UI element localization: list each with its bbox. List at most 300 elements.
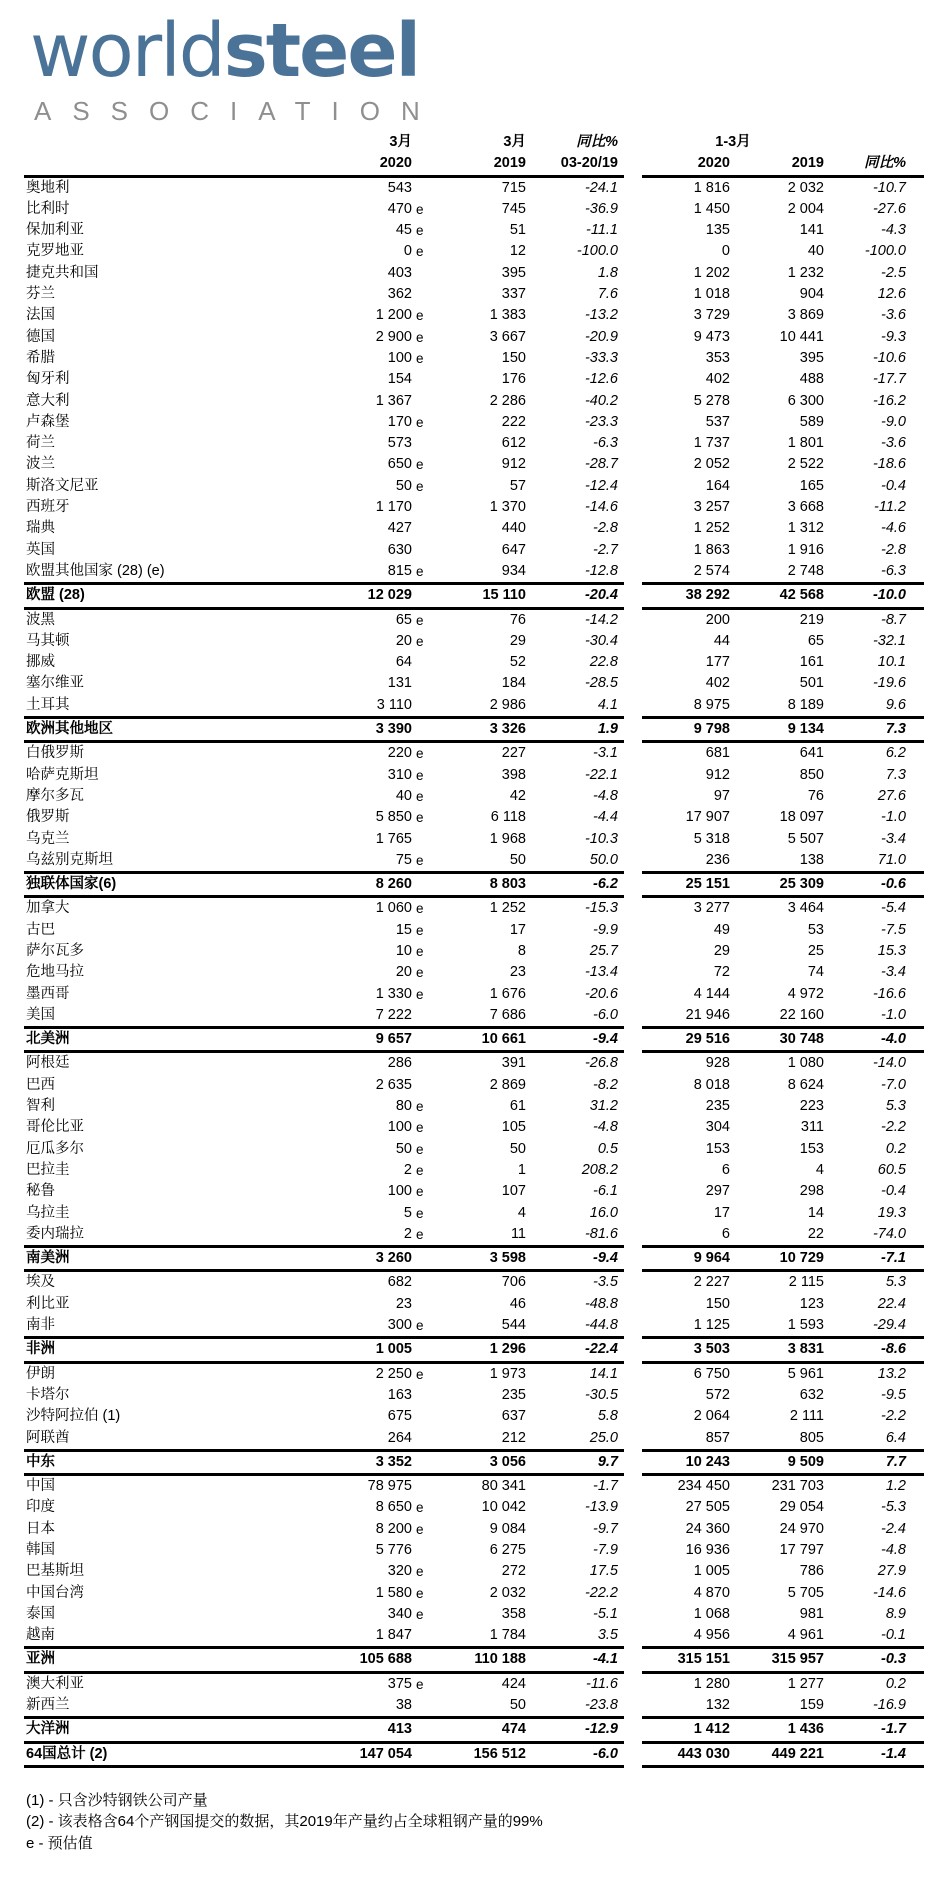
mar-2020-value: 10: [395, 942, 412, 959]
total-row: [24, 719, 924, 740]
ytd-2020-value: 1 816: [693, 179, 730, 196]
mar-yoy-pct: -23.8: [584, 1697, 618, 1714]
column-gap: [624, 850, 642, 871]
mar-2019-value: 8: [517, 942, 526, 959]
mar-2019-value: 46: [509, 1295, 526, 1312]
ytd-2020-value: 2 064: [693, 1408, 730, 1425]
mar-2020-value: 682: [387, 1274, 412, 1291]
mar-yoy-pct: -13.4: [584, 964, 618, 981]
header-blank: [24, 132, 340, 153]
table-row: [24, 1583, 924, 1604]
ytd-2020-value: 44: [713, 632, 730, 649]
ytd-2019-value: 53: [807, 921, 824, 938]
mar-2020-value: 100: [387, 1119, 412, 1136]
logo-wordmark: [30, 8, 950, 94]
ytd-2019-value: 1 916: [787, 541, 824, 558]
ytd-2019-value: 1 312: [787, 520, 824, 537]
country-name: 智利: [26, 1098, 55, 1115]
mar-2019-value: 391: [501, 1055, 526, 1072]
mar-yoy-pct: -12.4: [584, 477, 618, 494]
column-gap: [624, 1053, 642, 1074]
ytd-yoy-pct: 71.0: [877, 851, 906, 868]
mar-2019-value: 107: [501, 1183, 526, 1200]
mar-2020-value: 2 900: [375, 328, 412, 345]
ytd-2020-value: 912: [705, 766, 730, 783]
mar-2020-value: 5 850: [375, 809, 412, 826]
ytd-2020-value: 8 975: [693, 696, 730, 713]
ytd-2020-value: 1 280: [693, 1675, 730, 1692]
ytd-yoy-pct: -10.0: [872, 587, 906, 604]
ytd-yoy-pct: -3.4: [881, 830, 906, 847]
ytd-2020-value: 402: [705, 675, 730, 692]
country-name: 奥地利: [26, 179, 70, 196]
mar-yoy-pct: 25.7: [589, 942, 618, 959]
table-row: [24, 1385, 924, 1406]
mar-2019-value: 8 803: [489, 876, 526, 893]
mar-yoy-pct: 208.2: [581, 1161, 618, 1178]
mar-2020-value: 815: [387, 562, 412, 579]
column-gap: [624, 561, 642, 582]
ytd-yoy-pct: -1.4: [881, 1745, 906, 1762]
ytd-yoy-pct: -4.6: [881, 520, 906, 537]
column-gap: [624, 984, 642, 1005]
ytd-2020-value: 4 956: [693, 1627, 730, 1644]
table-row: [24, 1075, 924, 1096]
ytd-yoy-pct: -16.9: [872, 1697, 906, 1714]
estimate-flag: e: [416, 414, 424, 430]
column-gap: [624, 631, 642, 652]
mar-2020-value: 340: [387, 1605, 412, 1622]
ytd-2020-value: 17: [713, 1204, 730, 1221]
country-name: 利比亚: [26, 1295, 70, 1312]
country-name: 阿联酋: [26, 1429, 70, 1446]
rule-segment: [24, 1765, 624, 1768]
ytd-2020-value: 3 503: [693, 1341, 730, 1358]
mar-yoy-pct: 1.9: [597, 721, 618, 738]
mar-2020-value: 1 367: [375, 392, 412, 409]
ytd-2019-value: 2 115: [788, 1274, 824, 1291]
ytd-yoy-pct: -6.3: [881, 562, 906, 579]
mar-yoy-pct: -2.8: [593, 520, 618, 537]
mar-yoy-pct: -4.4: [593, 809, 618, 826]
ytd-2020-value: 29 516: [685, 1031, 730, 1048]
mar-yoy-pct: -20.4: [584, 587, 618, 604]
column-gap: [624, 1160, 642, 1181]
mar-2020-value: 1 005: [375, 1341, 412, 1358]
logo-word-bold: steel: [223, 8, 419, 94]
country-name: 阿根廷: [26, 1055, 70, 1072]
ytd-2020-value: 1 450: [693, 200, 730, 217]
header-gap: [624, 153, 642, 174]
column-gap: [624, 719, 642, 740]
mar-yoy-pct: 17.5: [589, 1563, 618, 1580]
estimate-flag: e: [416, 986, 424, 1002]
ytd-2019-value: 9 134: [787, 721, 824, 738]
table-row: [24, 1117, 924, 1138]
ytd-2020-value: 1 252: [693, 520, 730, 537]
ytd-yoy-pct: -14.0: [872, 1055, 906, 1072]
country-name: 乌拉圭: [26, 1204, 70, 1221]
ytd-2019-value: 449 221: [771, 1745, 824, 1762]
mar-2019-value: 10 042: [481, 1499, 526, 1516]
ytd-2020-value: 443 030: [677, 1745, 730, 1762]
country-name: 欧盟其他国家 (28) (e): [26, 562, 165, 579]
header-yoy: 同比%: [576, 134, 618, 150]
mar-yoy-pct: -7.9: [593, 1542, 618, 1558]
ytd-2020-value: 153: [705, 1140, 730, 1157]
mar-2019-value: 1 296: [489, 1341, 526, 1358]
ytd-yoy-pct: -1.0: [881, 809, 906, 826]
mar-2019-value: 2 286: [489, 392, 526, 409]
estimate-flag: e: [416, 1676, 424, 1692]
table-row: [24, 178, 924, 199]
column-gap: [624, 1224, 642, 1245]
ytd-2019-value: 5 961: [787, 1365, 824, 1382]
ytd-yoy-pct: -8.6: [881, 1341, 906, 1358]
ytd-2019-value: 1 593: [787, 1317, 824, 1334]
header-year-2020-left: 2020: [379, 155, 412, 172]
table-row: [24, 1096, 924, 1117]
ytd-yoy-pct: -4.3: [881, 222, 906, 239]
logo-word-light: world: [30, 8, 224, 94]
ytd-2019-value: 488: [799, 371, 824, 388]
mar-2020-value: 3 352: [375, 1453, 412, 1470]
mar-yoy-pct: -23.3: [584, 413, 618, 430]
column-gap: [624, 1719, 642, 1740]
ytd-2019-value: 5 507: [787, 830, 824, 847]
mar-2020-value: 403: [387, 264, 412, 281]
column-gap: [624, 178, 642, 199]
country-name: 克罗地亚: [26, 243, 84, 260]
country-name: 芬兰: [26, 286, 55, 303]
ytd-yoy-pct: 13.2: [877, 1365, 906, 1382]
ytd-2019-value: 3 464: [787, 900, 824, 917]
table-row: [24, 1272, 924, 1293]
column-gap: [624, 1604, 642, 1625]
mar-2020-value: 413: [387, 1721, 412, 1738]
country-name: 波黑: [26, 611, 55, 628]
column-gap: [624, 1406, 642, 1427]
column-gap: [624, 497, 642, 518]
table-row: [24, 1005, 924, 1026]
ytd-yoy-pct: -0.4: [881, 1183, 906, 1200]
ytd-2019-value: 22: [807, 1225, 824, 1242]
mar-yoy-pct: 3.5: [597, 1627, 618, 1644]
ytd-yoy-pct: -7.1: [881, 1250, 906, 1267]
total-row: [24, 1649, 924, 1670]
mar-2020-value: 630: [387, 541, 412, 558]
mar-2020-value: 427: [387, 520, 412, 537]
country-name: 危地马拉: [26, 964, 84, 981]
ytd-2019-value: 1 080: [787, 1055, 824, 1072]
column-gap: [624, 807, 642, 828]
country-name: 南非: [26, 1317, 55, 1334]
country-name: 北美洲: [26, 1031, 70, 1048]
ytd-2019-value: 2 004: [787, 200, 824, 217]
column-gap: [624, 454, 642, 475]
mar-2019-value: 156 512: [473, 1745, 526, 1762]
ytd-2019-value: 22 160: [779, 1006, 824, 1023]
column-gap: [624, 1096, 642, 1117]
column-gap: [624, 1248, 642, 1269]
country-name: 乌兹别克斯坦: [26, 851, 113, 868]
ytd-2019-value: 8 624: [787, 1076, 824, 1093]
table-row: [24, 1294, 924, 1315]
table-row: [24, 540, 924, 561]
footnote-estimate: e - 预估值: [26, 1834, 93, 1852]
mar-2020-value: 3 110: [376, 696, 412, 713]
mar-2020-value: 80: [395, 1098, 412, 1115]
table-header-row-2: [24, 153, 924, 174]
mar-2020-value: 320: [387, 1563, 412, 1580]
ytd-2020-value: 27 505: [685, 1499, 730, 1516]
country-name: 中国台湾: [26, 1584, 84, 1601]
table-row: [24, 743, 924, 764]
mar-2020-value: 170: [387, 413, 412, 430]
estimate-flag: [412, 540, 428, 561]
mar-2020-value: 20: [395, 964, 412, 981]
mar-yoy-pct: -28.5: [584, 675, 618, 692]
mar-yoy-pct: -20.9: [584, 328, 618, 345]
mar-2019-value: 3 598: [489, 1250, 526, 1267]
ytd-yoy-pct: 7.7: [885, 1453, 906, 1470]
ytd-2020-value: 49: [713, 921, 730, 938]
country-name: 希腊: [26, 349, 55, 366]
total-row: [24, 874, 924, 895]
estimate-flag: [412, 391, 428, 412]
column-gap: [624, 1649, 642, 1670]
country-name: 法国: [26, 307, 55, 324]
estimate-flag: e: [416, 922, 424, 938]
ytd-2019-value: 161: [799, 654, 824, 671]
mar-2019-value: 9 084: [489, 1520, 526, 1537]
mar-yoy-pct: 16.0: [589, 1204, 618, 1221]
column-gap: [624, 1294, 642, 1315]
ytd-2020-value: 8 018: [693, 1076, 730, 1093]
column-gap: [624, 540, 642, 561]
mar-2019-value: 647: [501, 541, 526, 558]
ytd-2019-value: 981: [799, 1605, 824, 1622]
estimate-flag: e: [416, 244, 424, 260]
ytd-yoy-pct: 19.3: [877, 1204, 906, 1221]
table-row: [24, 518, 924, 539]
mar-2020-value: 2: [403, 1161, 412, 1178]
mar-yoy-pct: 14.1: [589, 1365, 618, 1382]
estimate-flag: [412, 719, 428, 740]
mar-2019-value: 50: [509, 851, 526, 868]
ytd-2020-value: 16 936: [685, 1542, 730, 1558]
ytd-yoy-pct: -1.0: [881, 1006, 906, 1023]
mar-yoy-pct: -12.9: [584, 1721, 618, 1738]
mar-yoy-pct: -11.6: [586, 1675, 618, 1692]
table-row: [24, 1364, 924, 1385]
ytd-yoy-pct: -8.7: [881, 611, 906, 628]
mar-yoy-pct: -9.9: [593, 921, 618, 938]
column-gap: [624, 1561, 642, 1582]
mar-yoy-pct: -40.2: [584, 392, 618, 409]
mar-2019-value: 105: [501, 1119, 526, 1136]
ytd-2019-value: 123: [799, 1295, 824, 1312]
country-name: 比利时: [26, 200, 70, 217]
mar-2019-value: 110 188: [474, 1651, 526, 1668]
ytd-2019-value: 29 054: [779, 1499, 824, 1516]
column-gap: [624, 695, 642, 716]
ytd-yoy-pct: 8.9: [885, 1605, 906, 1622]
country-name: 白俄罗斯: [26, 745, 84, 762]
ytd-2019-value: 165: [799, 477, 824, 494]
mar-yoy-pct: -26.8: [584, 1055, 618, 1072]
total-row: [24, 1339, 924, 1360]
estimate-flag: e: [416, 746, 424, 762]
country-name: 荷兰: [26, 435, 55, 452]
mar-2020-value: 64: [395, 654, 412, 671]
ytd-2019-value: 138: [799, 851, 824, 868]
country-name: 大洋洲: [26, 1721, 70, 1738]
table-row: [24, 807, 924, 828]
mar-2019-value: 3 056: [489, 1453, 526, 1470]
ytd-2019-value: 42 568: [779, 587, 824, 604]
ytd-yoy-pct: 7.3: [885, 721, 906, 738]
mar-2019-value: 1 973: [489, 1365, 526, 1382]
estimate-flag: [412, 1695, 428, 1716]
estimate-flag: e: [416, 1564, 424, 1580]
mar-2020-value: 45: [395, 222, 412, 239]
mar-2020-value: 131: [387, 675, 412, 692]
total-row: [24, 585, 924, 606]
estimate-flag: [412, 1649, 428, 1670]
estimate-flag: e: [416, 1099, 424, 1115]
ytd-yoy-pct: 12.6: [877, 286, 906, 303]
mar-2019-value: 1 383: [489, 307, 526, 324]
ytd-yoy-pct: -5.3: [881, 1499, 906, 1516]
mar-2019-value: 706: [501, 1274, 526, 1291]
estimate-flag: e: [416, 1521, 424, 1537]
column-gap: [624, 1744, 642, 1765]
mar-yoy-pct: -6.3: [593, 435, 618, 452]
column-gap: [624, 1519, 642, 1540]
mar-yoy-pct: -6.2: [593, 876, 618, 893]
ytd-2019-value: 17 797: [779, 1542, 824, 1558]
column-gap: [624, 743, 642, 764]
mar-2019-value: 1 968: [489, 830, 526, 847]
mar-yoy-pct: -3.1: [593, 745, 618, 762]
mar-2019-value: 544: [501, 1317, 526, 1334]
mar-2020-value: 1 170: [375, 499, 412, 516]
ytd-2020-value: 1 125: [693, 1317, 730, 1334]
ytd-2020-value: 234 450: [677, 1478, 730, 1495]
column-gap: [624, 348, 642, 369]
ytd-2019-value: 2 522: [787, 456, 824, 473]
ytd-2019-value: 40: [807, 243, 824, 260]
mar-2019-value: 398: [501, 766, 526, 783]
column-gap: [624, 1452, 642, 1473]
estimate-flag: e: [416, 612, 424, 628]
ytd-2019-value: 632: [799, 1386, 824, 1403]
ytd-2020-value: 1 202: [693, 264, 730, 281]
total-row: [24, 1029, 924, 1050]
ytd-2020-value: 1 068: [693, 1605, 730, 1622]
ytd-yoy-pct: -17.7: [872, 371, 906, 388]
ytd-2020-value: 9 798: [693, 721, 730, 738]
ytd-yoy-pct: -1.7: [881, 1721, 906, 1738]
ytd-2019-value: 25: [807, 942, 824, 959]
mar-2019-value: 1: [517, 1161, 526, 1178]
column-gap: [624, 1625, 642, 1646]
ytd-2020-value: 857: [705, 1429, 730, 1446]
ytd-2019-value: 153: [799, 1140, 824, 1157]
table-row: [24, 1695, 924, 1716]
mar-yoy-pct: -48.8: [584, 1295, 618, 1312]
estimate-flag: e: [416, 943, 424, 959]
estimate-flag: e: [416, 1162, 424, 1178]
column-gap: [624, 585, 642, 606]
table-row: [24, 962, 924, 983]
ytd-2020-value: 2 574: [693, 562, 730, 579]
table-row: [24, 391, 924, 412]
footnotes: [26, 1790, 950, 1855]
ytd-yoy-pct: -27.6: [872, 200, 906, 217]
estimate-flag: e: [416, 457, 424, 473]
mar-2020-value: 7 222: [375, 1006, 412, 1023]
country-name: 斯洛文尼亚: [26, 477, 99, 494]
ytd-2019-value: 10 441: [779, 328, 824, 345]
ytd-yoy-pct: -7.0: [881, 1076, 906, 1093]
table-row: [24, 984, 924, 1005]
mar-2019-value: 51: [509, 222, 526, 239]
country-name: 挪威: [26, 654, 55, 671]
table-row: [24, 305, 924, 326]
mar-2020-value: 310: [387, 766, 412, 783]
mar-2020-value: 38: [395, 1697, 412, 1714]
ytd-2020-value: 1 005: [693, 1563, 730, 1580]
ytd-2019-value: 315 957: [771, 1651, 824, 1668]
mar-2019-value: 76: [509, 611, 526, 628]
table-row: [24, 765, 924, 786]
table-row: [24, 673, 924, 694]
country-name: 马其顿: [26, 632, 70, 649]
mar-yoy-pct: -30.4: [584, 632, 618, 649]
ytd-2019-value: 1 277: [787, 1675, 824, 1692]
ytd-2020-value: 304: [705, 1119, 730, 1136]
column-gap: [624, 518, 642, 539]
mar-2019-value: 52: [509, 654, 526, 671]
estimate-flag: e: [416, 350, 424, 366]
ytd-yoy-pct: -2.2: [881, 1119, 906, 1136]
ytd-2020-value: 236: [705, 851, 730, 868]
footnote-2: (2) - 该表格含64个产钢国提交的数据，其2019年产量约占全球粗钢产量的99%: [26, 1813, 543, 1831]
column-gap: [624, 1674, 642, 1695]
estimate-flag: e: [416, 767, 424, 783]
mar-2020-value: 8 260: [375, 876, 412, 893]
estimate-flag: e: [416, 633, 424, 649]
header-blank: [412, 153, 428, 174]
mar-2020-value: 220: [387, 745, 412, 762]
country-name: 欧洲其他地区: [26, 721, 113, 738]
ytd-2020-value: 135: [705, 222, 730, 239]
table-row: [24, 561, 924, 582]
estimate-flag: [412, 585, 428, 606]
mar-yoy-pct: -9.7: [593, 1520, 618, 1537]
ytd-2019-value: 25 309: [779, 876, 824, 893]
ytd-yoy-pct: 9.6: [885, 696, 906, 713]
country-name: 委内瑞拉: [26, 1225, 84, 1242]
mar-yoy-pct: -3.5: [593, 1274, 618, 1291]
ytd-2019-value: 850: [799, 766, 824, 783]
mar-2020-value: 375: [387, 1675, 412, 1692]
ytd-2019-value: 3 668: [787, 499, 824, 516]
table-row: [24, 695, 924, 716]
ytd-2020-value: 97: [713, 787, 730, 804]
